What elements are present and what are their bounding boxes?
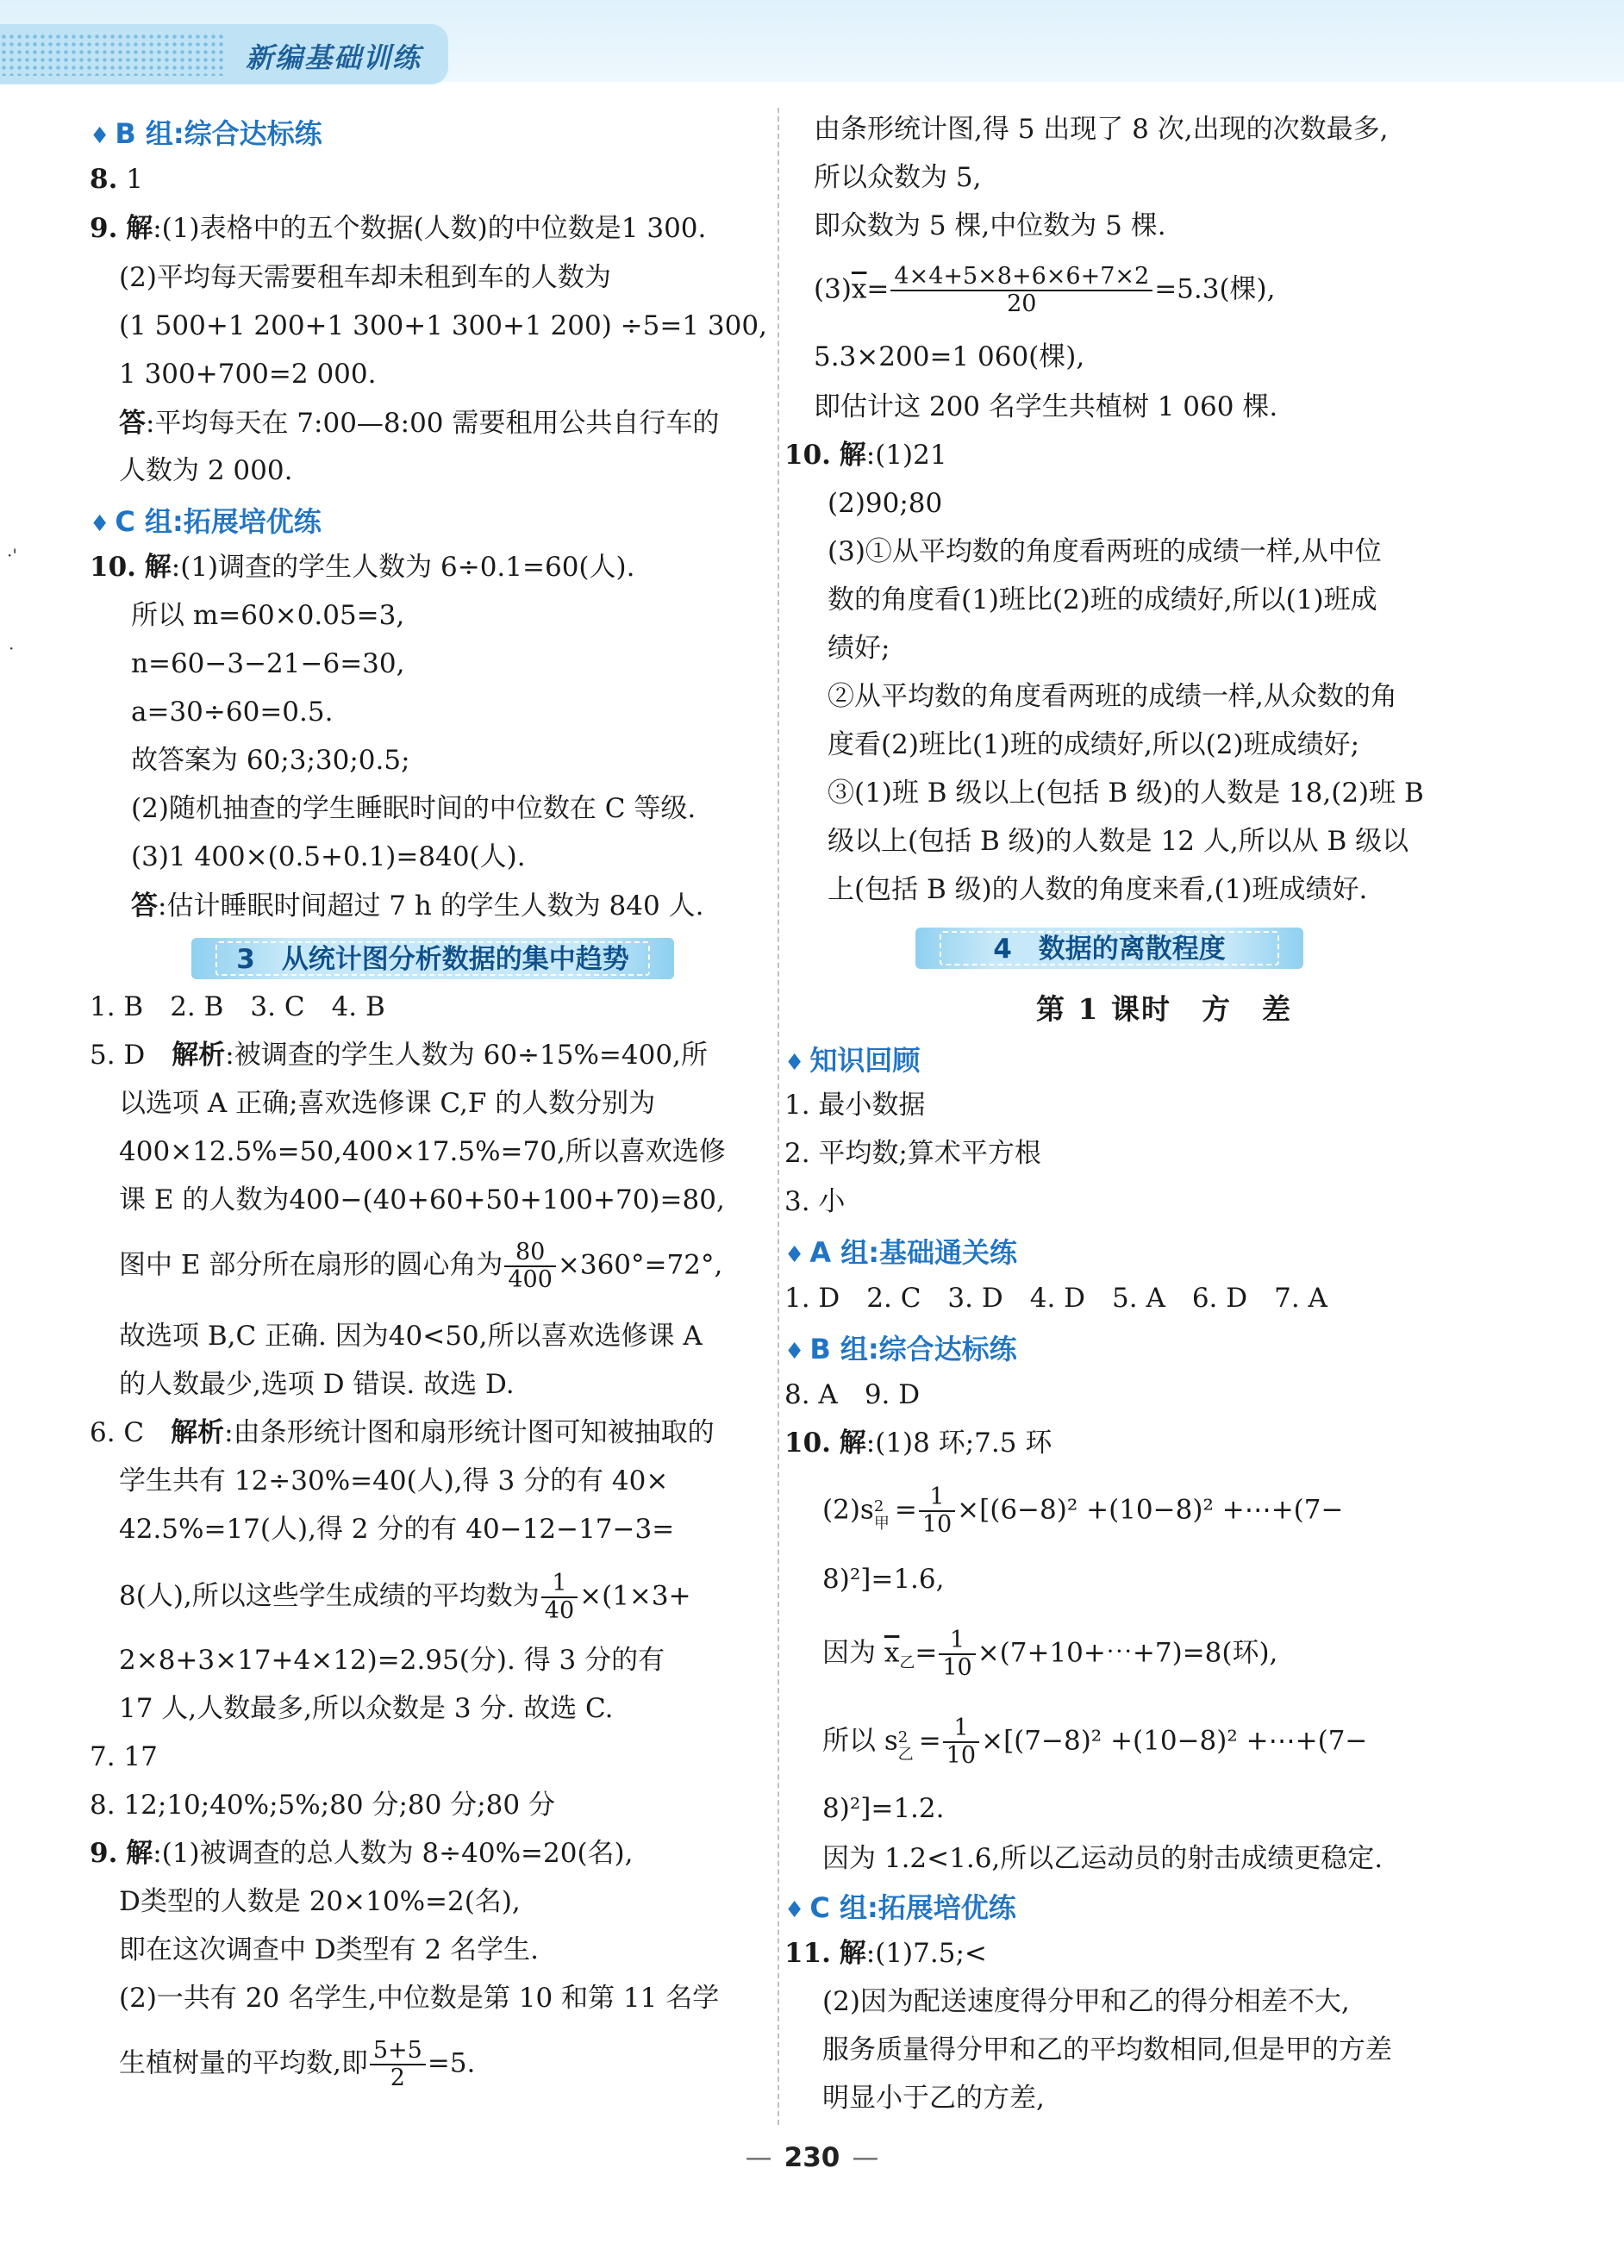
answer-text: :(1)21	[865, 440, 947, 471]
margin-mark: ·	[9, 638, 15, 659]
analysis-label: 解析	[171, 1417, 225, 1448]
group-heading	[90, 500, 322, 540]
lesson-title: 第 1 课时 方 差	[1036, 992, 1292, 1026]
fraction	[504, 1240, 556, 1293]
answer-text: 因为	[822, 1637, 884, 1669]
answer-line: 的人数最少,选项 D 错误. 故选 D.	[119, 1369, 515, 1400]
answer-text: (2)s	[822, 1494, 874, 1526]
diamond-icon: ♦	[784, 1339, 805, 1365]
answer-line	[822, 1484, 1343, 1538]
answer-text: :被调查的学生人数为 60÷15%=400,所	[225, 1040, 708, 1071]
answer-line: (2)因为配送速度得分甲和乙的得分相差不大,	[822, 1986, 1350, 2017]
answer-line: 42.5%=17(人),得 2 分的有 40−12−17−3=	[119, 1514, 675, 1545]
book-title: 新编基础训练	[246, 41, 422, 74]
answer-line: ②从平均数的角度看两班的成绩一样,从众数的角	[828, 681, 1397, 712]
answer-line: 17 人,人数最多,所以众数是 3 分. 故选 C.	[119, 1693, 614, 1724]
answer-line: 因为 1.2<1.6,所以乙运动员的射击成绩更稳定.	[822, 1843, 1384, 1874]
solution-label: 解	[839, 1428, 866, 1459]
answer-line	[131, 889, 703, 923]
fraction-numerator: 80	[504, 1240, 556, 1267]
subscript-superscript	[873, 1497, 895, 1533]
solution-label: 解	[839, 440, 866, 471]
answer-line: D类型的人数是 20×10%=2(名),	[119, 1886, 521, 1917]
solution-label: 解	[126, 1838, 153, 1869]
answer-line	[90, 1415, 715, 1450]
subscript: 乙	[897, 1746, 914, 1764]
answer-text: :(1)调查的学生人数为 6÷0.1=60(人).	[171, 552, 635, 583]
diamond-icon: ♦	[784, 1242, 805, 1268]
answer-text: :由条形统计图和扇形统计图可知被抽取的	[224, 1417, 715, 1448]
section-title: 3 从统计图分析数据的集中趋势	[215, 941, 650, 976]
answer-line: 8)²]=1.6,	[822, 1564, 945, 1595]
answer-line: 所以众数为 5,	[814, 162, 982, 193]
answer-line	[119, 1571, 691, 1624]
question-number: 11.	[784, 1938, 831, 1969]
question-head: 6. C	[90, 1417, 145, 1448]
answer-text: =	[918, 1725, 941, 1757]
answer-text: 生植树量的平均数,即	[119, 2047, 368, 2079]
answer-line: a=30÷60=0.5.	[131, 697, 334, 728]
answer-line: 1. D 2. C 3. D 4. D 5. A 6. D 7. A	[784, 1283, 1327, 1314]
group-heading	[784, 1039, 920, 1078]
answer-line: 1 300+700=2 000.	[119, 359, 377, 390]
group-heading	[784, 1328, 1017, 1367]
answer-line: 服务质量得分甲和乙的平均数相同,但是甲的方差	[822, 2034, 1392, 2065]
answer-text: :估计睡眠时间超过 7 h 的学生人数为 840 人.	[158, 890, 704, 922]
solution-label: 解	[144, 552, 172, 583]
answer-line	[90, 1038, 708, 1072]
answer-line: (2)平均每天需要租车却未租到车的人数为	[119, 262, 611, 293]
answer-line: 绩好;	[828, 633, 890, 664]
answer-line	[784, 438, 947, 472]
page-number-value: 230	[784, 2142, 840, 2173]
answer-line: 所以 m=60×0.05=3,	[131, 600, 405, 631]
group-heading	[90, 112, 322, 152]
fraction-numerator: 1	[939, 1628, 975, 1655]
diamond-icon: ♦	[90, 123, 110, 149]
answer-line: 级以上(包括 B 级)的人数是 12 人,所以从 B 级以	[828, 826, 1409, 857]
answer-line: 人数为 2 000.	[119, 455, 293, 486]
answer-line: 学生共有 12÷30%=40(人),得 3 分的有 40×	[119, 1465, 669, 1496]
section-banner	[915, 928, 1303, 969]
answer-line: (2)一共有 20 名学生,中位数是第 10 和第 11 名学	[119, 1983, 720, 2014]
superscript: 2	[873, 1497, 884, 1515]
answer-label: 答	[131, 890, 158, 922]
answer-text: =	[894, 1494, 917, 1526]
answer-line	[90, 1836, 634, 1871]
answer-line	[119, 1240, 722, 1293]
answer-text: 8(人),所以这些学生成绩的平均数为	[119, 1580, 540, 1612]
subscript: 乙	[899, 1653, 915, 1672]
fraction	[370, 2038, 426, 2091]
fraction-numerator: 4×4+5×8+6×6+7×2	[890, 264, 1152, 291]
answer-line: 由条形统计图,得 5 出现了 8 次,出现的次数最多,	[814, 114, 1389, 145]
page-dash-left: —	[745, 2142, 772, 2173]
diamond-icon: ♦	[784, 1897, 805, 1923]
answer-line: 8)²]=1.2.	[822, 1793, 945, 1824]
fraction-denominator: 10	[921, 1511, 953, 1538]
fraction	[890, 264, 1152, 317]
answer-line	[90, 550, 634, 584]
answer-line: (2)随机抽查的学生睡眠时间的中位数在 C 等级.	[131, 793, 696, 824]
answer-text: (3)	[814, 273, 852, 305]
answer-line: 400×12.5%=50,400×17.5%=70,所以喜欢选修	[119, 1136, 726, 1167]
answer-label: 答	[119, 408, 146, 439]
answer-line	[784, 1936, 987, 1971]
group-heading	[784, 1886, 1016, 1926]
answer-line: 数的角度看(1)班比(2)班的成绩好,所以(1)班成	[828, 584, 1377, 615]
page-dash-right: —	[852, 2142, 879, 2173]
group-heading	[784, 1231, 1017, 1271]
fraction	[919, 1484, 955, 1538]
question-number: 9.	[90, 1838, 118, 1869]
question-number: 10.	[784, 1428, 831, 1459]
subscript-superscript	[897, 1728, 919, 1764]
fraction-denominator: 400	[508, 1266, 553, 1293]
fraction-denominator: 20	[1007, 291, 1037, 317]
fraction-denominator: 40	[544, 1597, 575, 1624]
diamond-icon: ♦	[784, 1050, 805, 1076]
answer-line: 即估计这 200 名学生共植树 1 060 棵.	[814, 391, 1278, 422]
answer-line: 明显小于乙的方差,	[822, 2083, 1045, 2114]
answer-line: 8. A 9. D	[784, 1379, 921, 1410]
column-divider	[778, 108, 779, 2125]
answer-line: (2)90;80	[828, 488, 943, 519]
answer-line: n=60−3−21−6=30,	[131, 648, 405, 679]
answer-line	[784, 1426, 1052, 1460]
answer-line: ③(1)班 B 级以上(包括 B 级)的人数是 18,(2)班 B	[828, 778, 1424, 809]
margin-mark: ·'	[7, 545, 17, 565]
answer-line	[822, 1628, 1277, 1681]
answer-text: =	[866, 273, 890, 305]
superscript: 2	[897, 1728, 909, 1746]
fraction	[541, 1571, 578, 1624]
fraction	[943, 1715, 979, 1769]
answer-line: 即在这次调查中 D类型有 2 名学生.	[119, 1934, 539, 1965]
section-title: 4 数据的离散程度	[940, 931, 1279, 965]
answer-line: (3)1 400×(0.5+0.1)=840(人).	[131, 841, 526, 872]
solution-label: 解	[839, 1938, 866, 1969]
answer-line	[90, 162, 143, 197]
answer-line	[822, 1715, 1367, 1769]
fraction-numerator: 1	[541, 1571, 578, 1598]
answer-line: 7. 17	[90, 1741, 158, 1772]
question-number: 10.	[90, 552, 136, 583]
mean-symbol: $\overline{x}$	[884, 1637, 900, 1669]
answer-line: 8. 12;10;40%;5%;80 分;80 分;80 分	[90, 1790, 555, 1821]
group-heading-label: 知识回顾	[809, 1044, 921, 1077]
answer-line	[119, 406, 719, 440]
header-dots-decoration	[0, 33, 224, 76]
answer-text: ×(7+10+⋯+7)=8(环),	[977, 1637, 1278, 1669]
answer-line: (1 500+1 200+1 300+1 300+1 200) ÷5=1 300,	[119, 310, 767, 341]
answer-line: 2. 平均数;算术平方根	[784, 1138, 1041, 1169]
answer-line: 即众数为 5 棵,中位数为 5 棵.	[814, 210, 1166, 241]
answer-text: :(1)表格中的五个数据(人数)的中位数是1 300.	[153, 213, 707, 244]
answer-text: ×360°=72°,	[557, 1249, 723, 1281]
answer-text: 图中 E 部分所在扇形的圆心角为	[119, 1249, 503, 1281]
answer-line: 故答案为 60;3;30;0.5;	[131, 745, 410, 776]
answer-text: ×[(6−8)² +(10−8)² +⋯+(7−	[957, 1494, 1344, 1526]
answer-line: 1. B 2. B 3. C 4. B	[90, 991, 385, 1022]
subscript: 甲	[873, 1515, 890, 1533]
solution-label: 解	[126, 213, 153, 244]
answer-line: 故选项 B,C 正确. 因为40<50,所以喜欢选修课 A	[119, 1321, 703, 1352]
answer-line: 以选项 A 正确;喜欢选修课 C,F 的人数分别为	[119, 1088, 656, 1119]
answer-line: 3. 小	[784, 1186, 846, 1217]
group-heading-label: B 组:综合达标练	[115, 117, 322, 150]
group-heading-label: C 组:拓展培优练	[115, 505, 322, 538]
group-heading-label: A 组:基础通关练	[809, 1236, 1018, 1269]
fraction	[939, 1628, 975, 1681]
answer-line: (3)①从平均数的角度看两班的成绩一样,从中位	[828, 536, 1382, 567]
answer-text: =5.3(棵),	[1154, 273, 1276, 305]
section-banner	[191, 938, 674, 979]
answer-text: :(1)被调查的总人数为 8÷40%=20(名),	[153, 1838, 634, 1869]
question-number: 8.	[90, 164, 118, 195]
mean-symbol: $\overline{x}$	[851, 273, 867, 305]
question-number: 9.	[90, 213, 118, 244]
answer-text: :(1)8 环;7.5 环	[865, 1428, 1052, 1459]
fraction-denominator: 10	[946, 1742, 977, 1769]
fraction-denominator: 10	[942, 1654, 972, 1681]
answer-text: =	[915, 1637, 938, 1669]
group-heading-label: B 组:综合达标练	[809, 1333, 1017, 1365]
fraction-numerator: 1	[919, 1484, 955, 1512]
fraction-numerator: 1	[943, 1715, 979, 1743]
answer-line: 5.3×200=1 060(棵),	[814, 341, 1085, 372]
fraction-denominator: 2	[390, 2065, 405, 2091]
answer-text: :平均每天在 7:00—8:00 需要租用公共自行车的	[146, 408, 720, 439]
answer-line: 2×8+3×17+4×12)=2.95(分). 得 3 分的有	[119, 1645, 665, 1676]
answer-line	[119, 2038, 475, 2091]
answer-text: ×[(7−8)² +(10−8)² +⋯+(7−	[981, 1725, 1368, 1757]
diamond-icon: ♦	[90, 511, 110, 537]
fraction-numerator: 5+5	[370, 2038, 426, 2065]
page-number	[0, 2142, 1624, 2173]
answer-text: 所以 s	[822, 1725, 898, 1757]
answer-text: 1	[126, 164, 143, 195]
analysis-label: 解析	[172, 1040, 226, 1071]
question-number: 10.	[784, 440, 831, 471]
answer-text: :(1)7.5;<	[865, 1938, 987, 1969]
question-head: 5. D	[90, 1040, 146, 1071]
answer-line	[90, 211, 706, 246]
answer-line: 上(包括 B 级)的人数的角度来看,(1)班成绩好.	[828, 874, 1368, 905]
answer-line: 课 E 的人数为400−(40+60+50+100+70)=80,	[119, 1184, 725, 1215]
answer-line	[814, 264, 1276, 317]
answer-text: =5.	[427, 2047, 476, 2079]
answer-line: 度看(2)班比(1)班的成绩好,所以(2)班成绩好;	[828, 729, 1360, 760]
group-heading-label: C 组:拓展培优练	[809, 1891, 1016, 1924]
answer-text: ×(1×3+	[579, 1580, 691, 1612]
answer-line: 1. 最小数据	[784, 1090, 926, 1121]
